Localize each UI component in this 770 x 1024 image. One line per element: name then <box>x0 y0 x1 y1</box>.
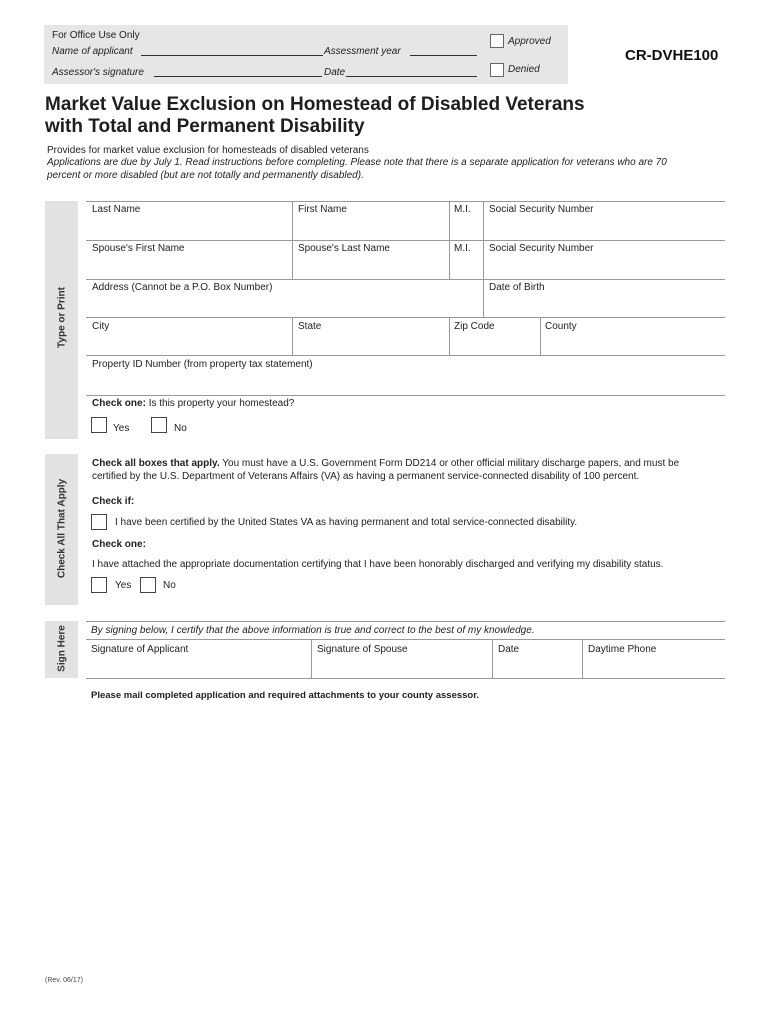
intro-line-1: Provides for market value exclusion for homesteads of disabled veterans <box>47 145 369 156</box>
assessor-signature-field[interactable] <box>154 67 322 77</box>
sign-here-tab <box>45 621 78 678</box>
type-or-print-tab <box>45 201 78 439</box>
homestead-no-checkbox[interactable] <box>151 417 167 433</box>
applicant-signature-field[interactable]: Signature of Applicant <box>91 644 189 655</box>
state-field[interactable]: State <box>298 321 322 332</box>
zip-code-field[interactable]: Zip Code <box>454 321 495 332</box>
rule <box>86 678 725 679</box>
spouse-middle-initial-field[interactable]: M.I. <box>454 243 471 254</box>
assessor-signature-label: Assessor's signature <box>52 67 144 78</box>
mail-instructions: Please mail completed application and required attachments to your county assessor. <box>91 690 480 701</box>
homestead-question <box>92 398 294 409</box>
divider <box>540 317 541 355</box>
ssn-field[interactable]: Social Security Number <box>489 204 594 215</box>
divider <box>582 639 583 678</box>
county-field[interactable]: County <box>545 321 577 332</box>
divider <box>483 201 484 279</box>
divider <box>492 639 493 678</box>
check-all-text-1: You must have a U.S. Government Form DD214 or other official military discharge papers, and must be <box>222 458 680 469</box>
divider <box>311 639 312 678</box>
check-one-label-2: Check one: <box>92 539 146 550</box>
rule <box>86 279 725 280</box>
denied-checkbox[interactable] <box>490 63 504 77</box>
va-certified-label: I have been certified by the United States VA as having permanent and total service-connected disability. <box>115 517 578 528</box>
rule <box>86 240 725 241</box>
check-one-label: Check one: <box>92 398 146 409</box>
divider <box>449 317 450 355</box>
homestead-yes-checkbox[interactable] <box>91 417 107 433</box>
office-date-field[interactable] <box>346 67 477 77</box>
city-field[interactable]: City <box>92 321 110 332</box>
rule <box>86 317 725 318</box>
form-id: CR-DVHE100 <box>625 47 719 64</box>
first-name-field[interactable]: First Name <box>298 204 347 215</box>
certification-statement: By signing below, I certify that the above information is true and correct to the best of my knowledge. <box>91 625 535 636</box>
homestead-no-label: No <box>174 423 187 434</box>
address-field[interactable]: Address (Cannot be a P.O. Box Number) <box>92 282 273 293</box>
sign-here-label: Sign Here <box>56 625 68 672</box>
check-if-label: Check if: <box>92 496 135 507</box>
rule <box>86 395 725 396</box>
rule <box>86 639 725 640</box>
office-date-label: Date <box>324 67 346 78</box>
divider <box>449 201 450 279</box>
office-use-heading: For Office Use Only <box>52 30 140 41</box>
title-line-2: with Total and Permanent Disability <box>45 116 365 137</box>
va-certified-checkbox[interactable] <box>91 514 107 530</box>
homestead-yes-label: Yes <box>113 423 130 434</box>
denied-label: Denied <box>508 64 540 75</box>
spouse-first-name-field[interactable]: Spouse's First Name <box>92 243 185 254</box>
rule <box>86 201 725 202</box>
rule <box>86 621 725 622</box>
documentation-no-checkbox[interactable] <box>140 577 156 593</box>
applicant-name-label: Name of applicant <box>52 46 133 57</box>
spouse-last-name-field[interactable]: Spouse's Last Name <box>298 243 390 254</box>
assessment-year-label: Assessment year <box>324 46 401 57</box>
daytime-phone-field[interactable]: Daytime Phone <box>588 644 657 655</box>
rule <box>86 355 725 356</box>
date-of-birth-field[interactable]: Date of Birth <box>489 282 545 293</box>
documentation-attached-text: I have attached the appropriate documentation certifying that I have been honorably discharged and verifying my disability status. <box>92 559 664 570</box>
title-line-1: Market Value Exclusion on Homestead of Disabled Veterans <box>45 94 585 115</box>
signature-date-field[interactable]: Date <box>498 644 520 655</box>
divider <box>292 317 293 355</box>
approved-checkbox[interactable] <box>490 34 504 48</box>
documentation-no-label: No <box>163 580 176 591</box>
property-id-field[interactable]: Property ID Number (from property tax statement) <box>92 359 313 370</box>
check-all-label: Check All That Apply <box>56 478 68 579</box>
applicant-name-field[interactable] <box>141 46 323 56</box>
spouse-ssn-field[interactable]: Social Security Number <box>489 243 594 254</box>
office-use-box <box>44 25 568 84</box>
approved-label: Approved <box>508 36 551 47</box>
middle-initial-field[interactable]: M.I. <box>454 204 471 215</box>
documentation-yes-label: Yes <box>115 580 132 591</box>
intro-line-3: percent or more disabled (but are not totally and permanently disabled). <box>47 170 364 181</box>
intro-line-2: Applications are due by July 1. Read instructions before completing. Please note that there is a separate application for veterans who are 70 <box>47 157 667 168</box>
check-all-text-2: certified by the U.S. Department of Veterans Affairs (VA) as having a permanent service-connected disability of 100 percent. <box>92 471 640 482</box>
type-or-print-label: Type or Print <box>56 287 68 348</box>
page-title <box>45 94 685 138</box>
divider <box>292 201 293 279</box>
last-name-field[interactable]: Last Name <box>92 204 141 215</box>
check-all-instructions <box>92 457 732 483</box>
check-all-lead: Check all boxes that apply. <box>92 458 220 469</box>
homestead-question-text: Is this property your homestead? <box>148 398 295 409</box>
check-all-tab <box>45 454 78 605</box>
divider <box>483 279 484 317</box>
spouse-signature-field[interactable]: Signature of Spouse <box>317 644 408 655</box>
revision-date: (Rev. 06/17) <box>45 977 83 984</box>
assessment-year-field[interactable] <box>410 46 477 56</box>
documentation-yes-checkbox[interactable] <box>91 577 107 593</box>
